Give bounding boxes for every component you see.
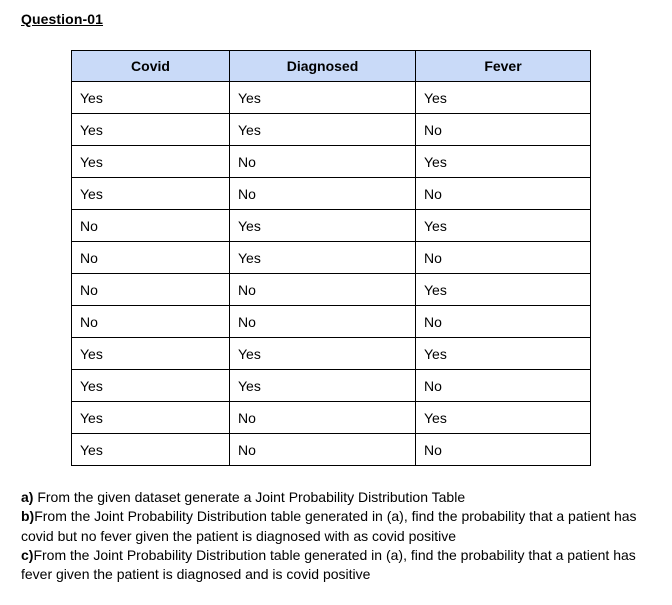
question-c-text: From the Joint Probability Distribution table generated in (a), find the probability that a patient has fever given the patient is diagnosed and is covid positive	[21, 546, 636, 583]
cell-covid: Yes	[72, 370, 230, 402]
cell-covid: Yes	[72, 146, 230, 178]
column-header-diagnosed: Diagnosed	[230, 51, 416, 82]
cell-fever: No	[416, 434, 591, 466]
table-row	[72, 178, 591, 210]
question-a	[21, 488, 661, 507]
cell-diagnosed: Yes	[230, 242, 416, 274]
cell-fever: No	[416, 370, 591, 402]
cell-diagnosed: Yes	[230, 82, 416, 114]
cell-diagnosed: No	[230, 306, 416, 338]
question-heading: Question-01	[21, 11, 104, 27]
question-c	[21, 546, 661, 585]
table-row	[72, 210, 591, 242]
question-list	[21, 488, 661, 584]
cell-covid: Yes	[72, 82, 230, 114]
table-header-row	[72, 51, 591, 82]
cell-diagnosed: No	[230, 434, 416, 466]
cell-fever: No	[416, 114, 591, 146]
cell-fever: Yes	[416, 210, 591, 242]
cell-covid: Yes	[72, 114, 230, 146]
cell-fever: Yes	[416, 146, 591, 178]
cell-diagnosed: Yes	[230, 370, 416, 402]
cell-covid: No	[72, 242, 230, 274]
column-header-covid: Covid	[72, 51, 230, 82]
question-a-label: a)	[21, 489, 34, 505]
cell-diagnosed: No	[230, 146, 416, 178]
cell-diagnosed: No	[230, 178, 416, 210]
table-row	[72, 274, 591, 306]
cell-covid: Yes	[72, 338, 230, 370]
table-row	[72, 114, 591, 146]
cell-fever: No	[416, 178, 591, 210]
column-header-fever: Fever	[416, 51, 591, 82]
cell-diagnosed: Yes	[230, 210, 416, 242]
cell-diagnosed: No	[230, 402, 416, 434]
cell-diagnosed: No	[230, 274, 416, 306]
question-a-text: From the given dataset generate a Joint Probability Distribution Table	[33, 489, 466, 505]
table-row	[72, 370, 591, 402]
cell-covid: Yes	[72, 402, 230, 434]
dataset-table	[71, 50, 591, 466]
question-c-label: c)	[21, 546, 34, 563]
cell-diagnosed: Yes	[230, 338, 416, 370]
cell-fever: No	[416, 306, 591, 338]
table-row	[72, 402, 591, 434]
cell-covid: Yes	[72, 178, 230, 210]
table-row	[72, 306, 591, 338]
cell-fever: Yes	[416, 274, 591, 306]
cell-fever: Yes	[416, 402, 591, 434]
table-row	[72, 242, 591, 274]
cell-fever: No	[416, 242, 591, 274]
cell-diagnosed: Yes	[230, 114, 416, 146]
question-b	[21, 507, 661, 546]
cell-fever: Yes	[416, 82, 591, 114]
question-b-label: b)	[21, 508, 35, 525]
table-row	[72, 338, 591, 370]
table-row	[72, 82, 591, 114]
cell-covid: No	[72, 306, 230, 338]
table-row	[72, 434, 591, 466]
cell-covid: No	[72, 274, 230, 306]
cell-covid: Yes	[72, 434, 230, 466]
table-row	[72, 146, 591, 178]
question-b-text: From the Joint Probability Distribution table generated in (a), find the probability that a patient has covid but no fever given the patient is diagnosed with as covid positive	[21, 508, 637, 544]
cell-fever: Yes	[416, 338, 591, 370]
cell-covid: No	[72, 210, 230, 242]
